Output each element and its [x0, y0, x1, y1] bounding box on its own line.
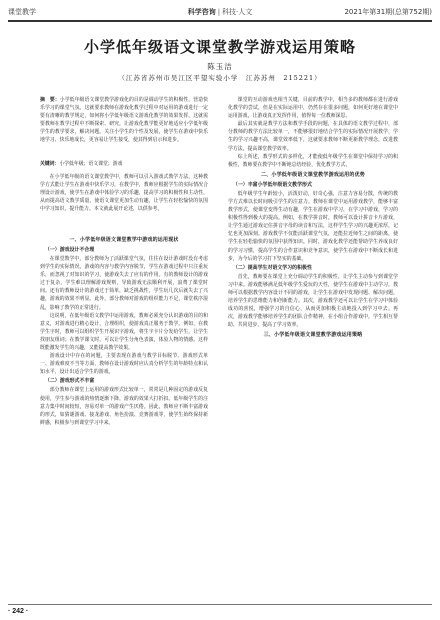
- abstract: [40, 96, 208, 145]
- article-author: 陈玉洁: [207, 62, 233, 71]
- paragraph: 部分教师在课堂上运用的游戏形式比较单一，常常是几种固定的游戏反复使用，学生参与游戏的热情逐渐下降，游戏的效果大打折扣。低年级学生的注意力集中时间较短，容易对单一的游戏产生厌倦。因此，教师应不断丰富游戏的形式，如猜谜游戏、接龙游戏、角色扮演、竞赛游戏等，使学生始终保持新鲜感，积极参与到课堂学习中来。: [40, 387, 208, 426]
- page-number: · 242 ·: [8, 608, 31, 615]
- header-issue: 2021年第31期(总第752期): [344, 8, 432, 16]
- section-heading-2: 二、小学低年级语文课堂教学游戏运用的优势: [260, 171, 365, 178]
- article-affiliation: （江苏省苏州市吴江区平望实验小学 江苏苏州 215221）: [118, 74, 322, 82]
- header-journal: 科学咨询 | 科技·人文: [187, 8, 253, 16]
- subheading-1-2: （二）游戏形式不丰富: [44, 378, 95, 385]
- article-title: 小学低年级语文课堂教学游戏运用策略: [83, 38, 356, 56]
- paragraph: 游戏设计中存在的问题，主要表现在游戏与教学目标脱节、游戏形式单一、游戏难度不当等方面，教师在设计游戏时应认真分析学生的年龄特点和认知水平，设计出适合学生的游戏。: [40, 353, 208, 376]
- footer-rule: [8, 604, 432, 605]
- section-heading-3: 三、小学低年级语文课堂教学游戏运用策略: [263, 332, 363, 339]
- page-footer: [8, 600, 432, 616]
- subheading-2-1: （一）丰富小学低年级语文教学形式: [232, 181, 312, 188]
- header-rule: [8, 20, 432, 22]
- paragraph: 这说明，在低年级语文教学中运用游戏，教师必须充分认识游戏的目的和意义，对游戏进行精心设计，合理组织，使游戏真正服务于教学。例如，在教学生字时，教师可以组织学生开展识字游戏，将生字卡片分发给学生，让学生找朋友组词；在教学课文时，可以让学生分角色表演，体验人物的情感。这样既能激发学生的兴趣，又能提高教学效果。: [40, 312, 208, 352]
- subheading-2-2: （二）提高学生对语文学习的积极性: [232, 264, 312, 271]
- header-journal-name: 科学咨询: [187, 8, 216, 16]
- abstract-label: 摘 要：: [40, 97, 60, 103]
- paragraph: 最后其实就是教学方法和教学手段的问题，在具体的语文教学过程中，部分教师的教学方法比较单一，不能够很好地结合学生的实际情况开展教学，学生的学习兴趣不高，课堂效率低下，这就要求教师不断更新教学理念，改进教学方法，提高课堂教学效率。: [228, 121, 398, 152]
- paragraph: 首先，教师要在课堂上充分调动学生的积极性，让学生主动参与到课堂学习中来。游戏能够满足低年级学生爱玩的天性，使学生在游戏中主动学习，教师可以根据教学内容设计不同的游戏，让学生在游戏中发现问题、解决问题，培养学生的思维能力和创新能力。其次，游戏教学还可以让学生在学习中体验成功的喜悦，增强学习的自信心，从而更加积极主动地投入到学习中去。再次，游戏教学能够培养学生的团队合作精神，在小组合作游戏中，学生相互帮助、共同进步，提高了学习效率。: [228, 273, 398, 329]
- subheading-1-1: （一）游戏设计不合理: [44, 247, 95, 253]
- header-section: 课堂教学: [8, 8, 36, 16]
- keywords: [40, 160, 208, 168]
- paragraph: 课堂的互动游戏也相当关键，目前的教学中，相当多的教师都在进行游戏化教学的尝试，但是在实际运用中，仍然存在很多问题，如何更好地在课堂中运用游戏，让游戏真正发挥作用，值得每一位教师深思。: [228, 97, 398, 120]
- paragraph: 在课堂教学中，部分教师为了活跃课堂气氛，往往在设计游戏时没有考虑到学生的实际情况，游戏的内容与教学内容脱节，学生在游戏过程中只注重玩乐，而忽视了对知识的学习，使游戏失去了应有的作用。有的教师设计的游戏过于复杂，学生难以理解游戏规则，导致游戏无法顺利开展，浪费了课堂时间。还有的教师设计的游戏过于简单，缺乏挑战性，学生玩几次后就失去了兴趣，游戏的效果不明显。此外，部分教师对游戏的组织能力不足，课堂秩序混乱，影响了教学的正常进行。: [40, 256, 208, 311]
- intro-paragraph: 在小学低年级的语文课堂教学中，教师可以引入游戏式教学方法，这种教学方式能让学生在游戏中快乐学习，在教学中，教师应根据学生的实际情况合理设计游戏，使学生在游戏中体验学习的乐趣，提高学习的积极性和主动性，从而提高语文教学质量，使语文课堂更加生动有趣，让学生在轻松愉快的氛围中学习知识，提升能力。本文就此展开论述，以供参考。: [40, 174, 208, 213]
- section-heading-1: 一、小学低年级语文课堂教学中游戏的运用现状: [69, 237, 179, 243]
- keywords-text: 小学低年级；语文课堂；游戏: [59, 161, 123, 167]
- abstract-text: 小学低年级语文课堂教学游戏化的目的是调动学生的积极性，营造快乐学习的课堂气氛。这就要求教师在游戏化教学过程中对运用的游戏进行一定要有清晰的教学规定，如何将小学低年级语文游戏化教学的效果发挥，这就需要教师在教学过程中不断探索、研究，让游戏化教学能更好地适应小学低年级学生的教学要求，解决问题。关注小学生的个性及发展，使学生在游戏中快乐地学习、快乐地成长，更容易让学生接受，使其得到启示和进步。: [40, 97, 209, 144]
- paragraph: 低年级学生年龄较小，活泼好动，好奇心强，注意力容易分散，传统的教学方式难以长时间吸引学生的注意力。教师在课堂中运用游戏教学，能够丰富教学形式，使课堂变得生动有趣，学生在游戏中学习，在学习中游戏，学习的积极性得到极大的提高。例如，在教学拼音时，教师可以设计拼音卡片游戏，让学生通过游戏记住拼音字母的读音和写法，这样学生学习的兴趣更浓厚，记忆也更加深刻。游戏教学不仅能活跃课堂气氛，还能拉近师生之间的距离，使学生在轻松愉快的氛围中获得知识。同时，游戏化教学还能帮助学生养成良好的学习习惯，提高学生的合作意识和竞争意识，使学生在游戏中不断成长和进步，为今后的学习打下坚实的基础。: [228, 190, 398, 262]
- introduction: [40, 173, 208, 213]
- left-column: [40, 234, 208, 427]
- keywords-label: 关键词：: [40, 161, 60, 167]
- running-header: [8, 4, 432, 20]
- right-column: [228, 96, 398, 341]
- paragraph: 综上所述，教学形式的多样化，才能使低年级学生在课堂中保持学习的积极性，教师要在教学中不断地总结经验，优化教学方式。: [228, 153, 398, 168]
- header-journal-sub: 科技·人文: [222, 8, 253, 16]
